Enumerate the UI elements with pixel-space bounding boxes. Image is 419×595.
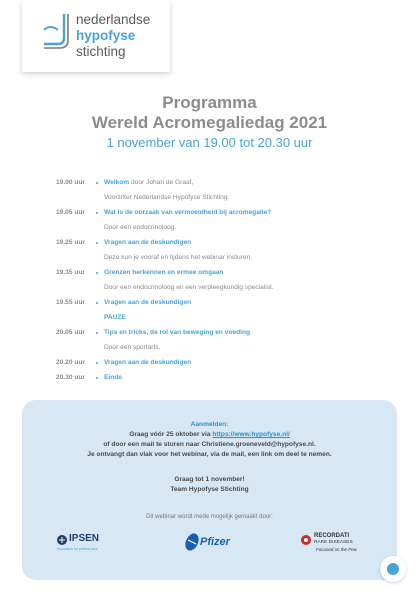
schedule-row xyxy=(56,250,376,265)
schedule-row xyxy=(56,175,376,190)
page-subtitle: 1 november van 19.00 tot 20.30 uur xyxy=(106,135,313,150)
schedule-row xyxy=(56,220,376,235)
schedule-time: 19.25 uur xyxy=(56,239,85,246)
recordati-subline: RARE DISEASES xyxy=(314,540,353,545)
recordati-tagline: Focused on the Few xyxy=(316,547,357,552)
schedule-item-detail: Door een endocrinoloog. xyxy=(104,224,177,231)
schedule-row xyxy=(56,310,376,325)
registration-line-2: of door een mail te sturen naar Christiene.groeneveld@hypofyse.nl. xyxy=(103,441,316,448)
pfizer-logo xyxy=(182,530,238,556)
pfizer-wordmark: Pfizer xyxy=(200,536,230,548)
schedule-time: 20.20 uur xyxy=(56,359,85,366)
help-bubble-button[interactable] xyxy=(380,556,406,582)
schedule-item-detail: Deze kun je vooraf en tijdens het webinar insturen. xyxy=(104,254,253,261)
help-dot-icon xyxy=(387,563,399,575)
recordati-logo xyxy=(300,530,366,556)
schedule-item-detail: door Johan de Graaf, xyxy=(129,179,194,186)
schedule-time: 20.30 uur xyxy=(56,374,85,381)
closing-line-1: Graag tot 1 november! xyxy=(174,476,245,483)
schedule-row xyxy=(56,205,376,220)
schedule-description xyxy=(104,220,176,235)
website-link[interactable]: https://www.hypofyse.nl/ xyxy=(212,431,290,438)
ipsen-logo xyxy=(56,530,122,556)
schedule-item-title: Einde xyxy=(104,374,122,381)
schedule-row xyxy=(56,265,376,280)
schedule-description xyxy=(104,205,271,220)
foundation-logo-icon xyxy=(36,10,76,50)
schedule-row xyxy=(56,355,376,370)
logo-card xyxy=(22,0,170,72)
program-schedule xyxy=(56,175,376,385)
schedule-description xyxy=(104,265,223,280)
pfizer-pill-icon xyxy=(182,530,202,554)
schedule-time: 19.05 uur xyxy=(56,209,85,216)
page-title-line-1: Programma xyxy=(162,93,257,112)
schedule-time: 19.00 uur xyxy=(56,179,85,186)
schedule-row xyxy=(56,325,376,340)
schedule-description xyxy=(104,340,160,355)
closing-line-2: Team Hypofyse Stichting xyxy=(170,486,249,493)
schedule-time: 19.55 uur xyxy=(56,299,85,306)
schedule-row xyxy=(56,235,376,250)
schedule-time: 20.05 uur xyxy=(56,329,85,336)
schedule-item-title: Vragen aan de deskundigen xyxy=(104,239,192,246)
schedule-item-detail: Door een sportarts. xyxy=(104,344,161,351)
logo-wordmark xyxy=(76,12,150,60)
schedule-row xyxy=(56,340,376,355)
registration-heading: Aanmelden: xyxy=(190,421,229,428)
bullet-dot-icon xyxy=(96,182,98,184)
registration-line-1-text: Graag vóór 25 oktober via xyxy=(129,431,213,438)
schedule-item-title: PAUZE xyxy=(104,314,126,321)
schedule-item-title: Wat is de oorzaak van vermoeidheid bij acromegalie? xyxy=(104,209,272,216)
schedule-time: 19.35 uur xyxy=(56,269,85,276)
schedule-description xyxy=(104,250,252,265)
bullet-dot-icon xyxy=(96,302,98,304)
bullet-dot-icon xyxy=(96,212,98,214)
schedule-row xyxy=(56,295,376,310)
schedule-description xyxy=(104,175,193,190)
schedule-item-title: Welkom xyxy=(104,179,130,186)
schedule-description xyxy=(104,235,191,250)
bullet-dot-icon xyxy=(96,377,98,379)
page-title-line-2: Wereld Acromegaliedag 2021 xyxy=(91,113,328,132)
registration-line-1 xyxy=(22,430,397,440)
schedule-description xyxy=(104,355,191,370)
schedule-description xyxy=(104,370,122,385)
sponsor-note: Dit webinar wordt mede mogelijk gemaakt door: xyxy=(146,514,273,520)
schedule-item-detail: Door een endocrinoloog en een verpleegkundig specialist. xyxy=(104,284,274,291)
schedule-description xyxy=(104,295,191,310)
bullet-dot-icon xyxy=(96,332,98,334)
schedule-row xyxy=(56,280,376,295)
logo-line-3: stichting xyxy=(76,44,126,59)
schedule-item-title: Tips en tricks, de rol van beweging en voeding xyxy=(104,329,251,336)
schedule-description xyxy=(104,190,229,205)
ipsen-tagline: Innovation for patient care xyxy=(57,547,98,551)
schedule-description xyxy=(104,325,250,340)
bullet-dot-icon xyxy=(96,242,98,244)
logo-line-2: hypofyse xyxy=(76,28,136,43)
schedule-item-title: Vragen aan de deskundigen xyxy=(104,359,192,366)
logo-line-1: nederlandse xyxy=(76,12,151,27)
schedule-description xyxy=(104,310,126,325)
schedule-description xyxy=(104,280,274,295)
bullet-dot-icon xyxy=(96,362,98,364)
schedule-row xyxy=(56,190,376,205)
registration-line-3: Je ontvangt dan vlak voor het webinar, via de mail, een link om deel te nemen. xyxy=(87,451,332,458)
schedule-item-detail: Voorzitter Nederlandse Hypofyse Stichting. xyxy=(104,194,230,201)
bullet-dot-icon xyxy=(96,272,98,274)
schedule-item-title: Vragen aan de deskundigen xyxy=(104,299,192,306)
schedule-item-title: Grenzen herkennen en ermee omgaan xyxy=(104,269,224,276)
schedule-row xyxy=(56,370,376,385)
ipsen-wordmark: IPSEN xyxy=(69,533,100,544)
recordati-wordmark: RECORDATI xyxy=(314,533,350,539)
recordati-mark-icon xyxy=(300,534,312,546)
